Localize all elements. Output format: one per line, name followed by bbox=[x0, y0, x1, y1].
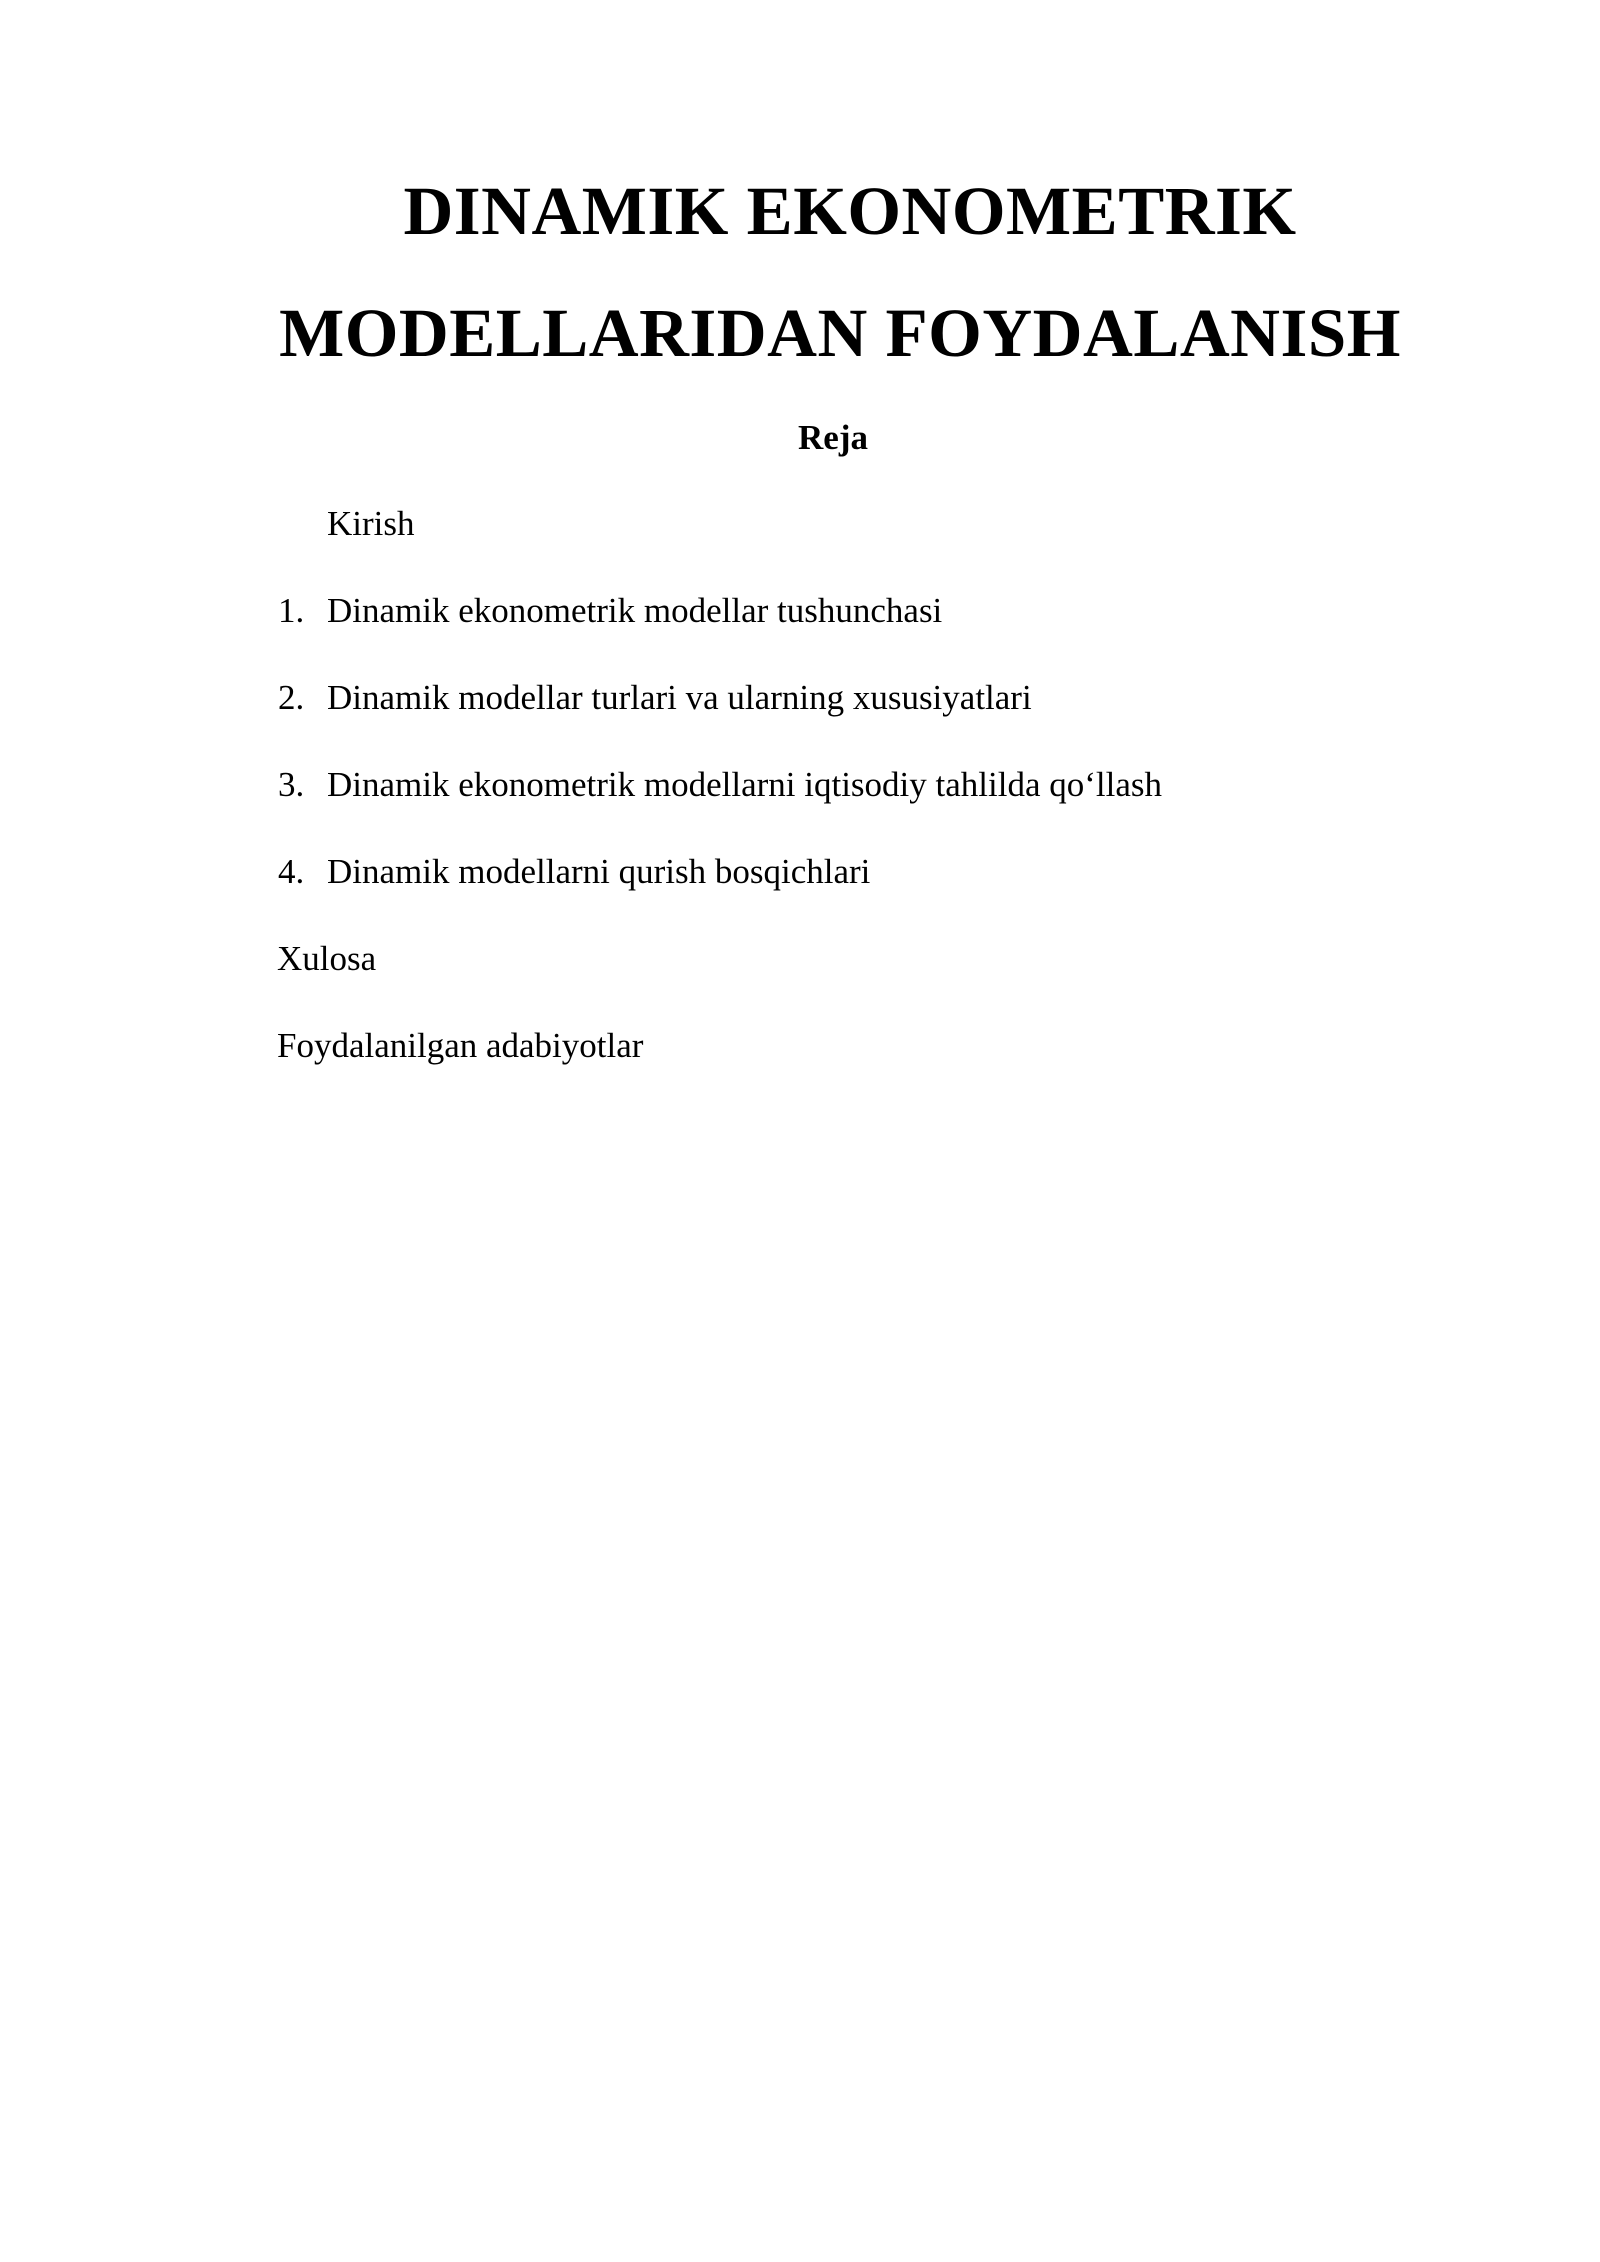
plan-references-text: Foydalanilgan adabiyotlar bbox=[277, 1026, 644, 1065]
plan-item-number: 3. bbox=[278, 765, 305, 804]
plan-item-number: 2. bbox=[278, 678, 305, 717]
plan-item-text: Dinamik ekonometrik modellar tushunchasi bbox=[327, 591, 943, 630]
plan-intro-text: Kirish bbox=[327, 504, 415, 543]
plan-item-number: 4. bbox=[278, 852, 305, 891]
plan-item-number: 1. bbox=[278, 591, 305, 630]
title-line-2: MODELLARIDAN FOYDALANISH bbox=[279, 295, 1401, 371]
title-line-1: DINAMIK EKONOMETRIK bbox=[403, 173, 1297, 249]
plan-item-text: Dinamik ekonometrik modellarni iqtisodiy tahlilda qo‘llash bbox=[327, 765, 1162, 804]
plan-item-text: Dinamik modellar turlari va ularning xususiyatlari bbox=[327, 678, 1032, 717]
document-title bbox=[0, 150, 1600, 394]
plan-conclusion-text: Xulosa bbox=[277, 939, 377, 978]
plan-heading: Reja bbox=[798, 418, 868, 457]
plan-item-text: Dinamik modellarni qurish bosqichlari bbox=[327, 852, 871, 891]
